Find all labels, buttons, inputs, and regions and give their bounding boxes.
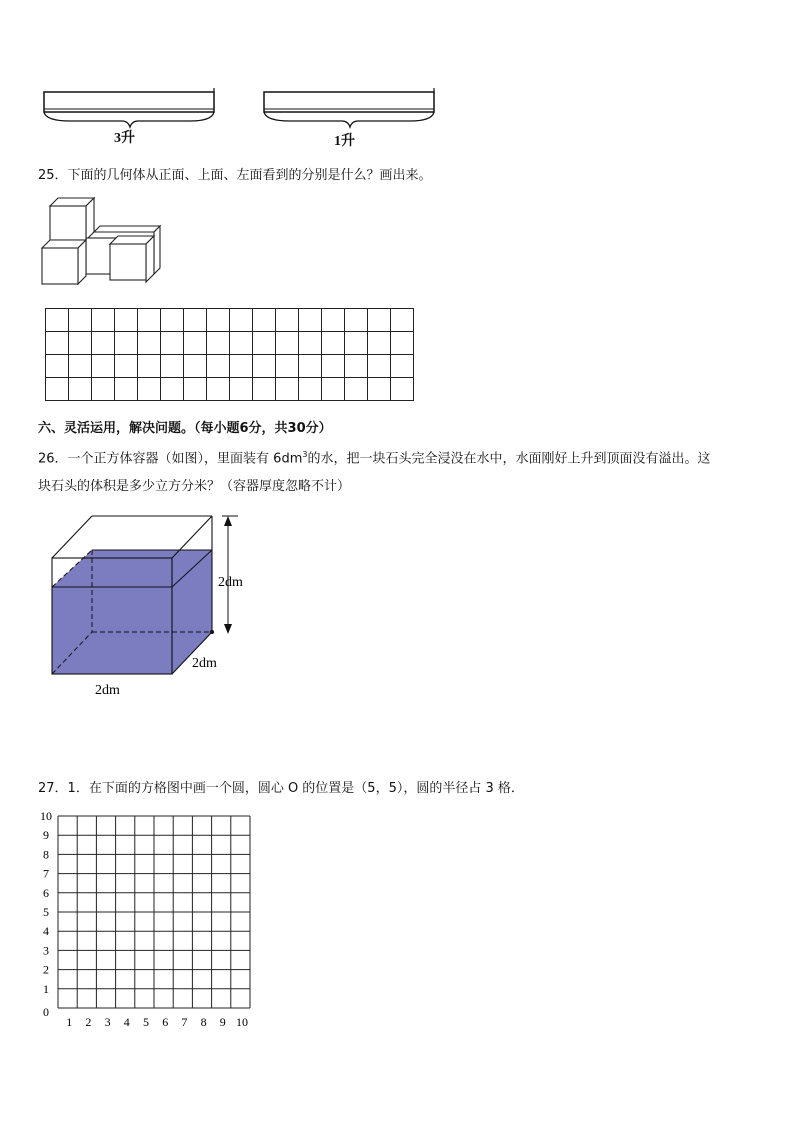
x-axis-label: 8 — [200, 1015, 207, 1029]
grid-cell[interactable] — [391, 332, 414, 355]
y-axis-label: 1 — [43, 981, 49, 996]
grid-cell[interactable] — [161, 355, 184, 378]
y-axis-label: 6 — [43, 885, 49, 900]
grid-cell[interactable] — [207, 309, 230, 332]
y-axis-label: 2 — [43, 962, 49, 977]
x-axis-label: 5 — [143, 1015, 149, 1029]
brace-right — [264, 112, 434, 127]
width-label: 2dm — [95, 683, 120, 698]
section-6-title: 六、灵活运用，解决问题。（每小题6分，共30分） — [38, 421, 332, 436]
q26-text-b: 的水，把一块石头完全浸没在水中，水面刚好上升到顶面没有溢出。这 — [307, 451, 711, 467]
cube-container-figure — [40, 508, 260, 704]
grid-cell[interactable] — [46, 309, 69, 332]
grid-cell[interactable] — [92, 332, 115, 355]
question-27-text: 27．1．在下面的方格图中画一个圆，圆心 O 的位置是（5，5），圆的半径占 3 格． — [38, 781, 524, 796]
grid-cell[interactable] — [115, 309, 138, 332]
grid-cell[interactable] — [184, 332, 207, 355]
bar-left — [44, 88, 214, 112]
grid-cell[interactable] — [92, 378, 115, 401]
y-axis-label: 7 — [43, 866, 49, 881]
grid-cell[interactable] — [46, 355, 69, 378]
grid-cell[interactable] — [299, 332, 322, 355]
q26-text-a: 26．一个正方体容器（如图），里面装有 6dm — [38, 451, 303, 467]
grid-cell[interactable] — [345, 309, 368, 332]
grid-cell[interactable] — [322, 332, 345, 355]
y-axis-label: 5 — [43, 905, 49, 919]
brace-left — [44, 112, 214, 127]
question-26-line1 — [38, 446, 710, 468]
grid-cell[interactable] — [138, 332, 161, 355]
grid-cell[interactable] — [391, 355, 414, 378]
y-axis-label: 9 — [43, 828, 49, 843]
grid-cell[interactable] — [299, 378, 322, 401]
grid-cell[interactable] — [115, 332, 138, 355]
grid-cell[interactable] — [391, 309, 414, 332]
grid-cell[interactable] — [276, 355, 299, 378]
left-bar-label: 3升 — [114, 131, 135, 146]
grid-cell[interactable] — [322, 355, 345, 378]
grid-cell[interactable] — [230, 332, 253, 355]
q26-superscript: 3 — [302, 450, 308, 459]
grid-cell[interactable] — [184, 355, 207, 378]
grid-cell[interactable] — [161, 332, 184, 355]
grid-cell[interactable] — [322, 309, 345, 332]
grid-cell[interactable] — [253, 355, 276, 378]
grid-cell[interactable] — [345, 355, 368, 378]
grid-cell[interactable] — [69, 332, 92, 355]
grid-cell[interactable] — [138, 355, 161, 378]
grid-cell[interactable] — [253, 309, 276, 332]
measure-bars-figure — [40, 86, 440, 152]
grid-cell[interactable] — [253, 378, 276, 401]
grid-cell[interactable] — [46, 332, 69, 355]
x-axis-label: 3 — [104, 1015, 111, 1029]
y-axis-label: 10 — [40, 809, 52, 823]
x-axis-label: 10 — [236, 1015, 248, 1029]
grid-cell[interactable] — [276, 309, 299, 332]
grid-cell[interactable] — [368, 378, 391, 401]
grid-cell[interactable] — [115, 378, 138, 401]
grid-cell[interactable] — [368, 355, 391, 378]
coordinate-grid[interactable] — [30, 808, 270, 1036]
grid-cell[interactable] — [299, 309, 322, 332]
grid-cell[interactable] — [276, 332, 299, 355]
grid-cell[interactable] — [115, 355, 138, 378]
grid-cell[interactable] — [230, 355, 253, 378]
grid-cell[interactable] — [92, 309, 115, 332]
grid-cell[interactable] — [184, 309, 207, 332]
q25-answer-grid[interactable] — [45, 308, 414, 401]
grid-cell[interactable] — [322, 378, 345, 401]
depth-label: 2dm — [192, 656, 217, 671]
right-bar-label: 1升 — [334, 134, 355, 149]
y-axis-label: 4 — [43, 924, 49, 939]
water-volume — [52, 550, 212, 674]
grid-cell[interactable] — [92, 355, 115, 378]
question-26-line2: 块石头的体积是多少立方分米？（容器厚度忽略不计） — [38, 479, 351, 494]
x-axis-label: 9 — [219, 1015, 226, 1029]
grid-cell[interactable] — [207, 332, 230, 355]
y-axis-label: 3 — [43, 943, 49, 958]
x-axis-label: 7 — [181, 1015, 188, 1029]
x-axis-label: 6 — [162, 1015, 169, 1029]
grid-cell[interactable] — [345, 332, 368, 355]
grid-cell[interactable] — [46, 378, 69, 401]
y-axis-label: 8 — [43, 847, 49, 862]
height-label: 2dm — [218, 575, 243, 590]
x-axis-label: 2 — [85, 1015, 92, 1029]
cube-solid-figure — [38, 192, 168, 288]
grid-cell[interactable] — [276, 378, 299, 401]
bar-right — [264, 88, 434, 112]
y-axis-label: 0 — [43, 1005, 49, 1019]
grid-cell[interactable] — [207, 355, 230, 378]
x-axis-label: 1 — [66, 1015, 73, 1029]
grid-cell[interactable] — [299, 355, 322, 378]
grid-cell[interactable] — [345, 378, 368, 401]
grid-cell[interactable] — [368, 309, 391, 332]
grid-cell[interactable] — [230, 378, 253, 401]
grid-cell[interactable] — [69, 355, 92, 378]
grid-cell[interactable] — [69, 378, 92, 401]
grid-cell[interactable] — [230, 309, 253, 332]
grid-cell[interactable] — [161, 309, 184, 332]
grid-cell[interactable] — [368, 332, 391, 355]
question-25-text: 25．下面的几何体从正面、上面、左面看到的分别是什么？画出来。 — [38, 168, 432, 183]
grid-cell[interactable] — [69, 309, 92, 332]
grid-cell[interactable] — [253, 332, 276, 355]
grid-cell[interactable] — [184, 378, 207, 401]
grid-cell[interactable] — [161, 378, 184, 401]
grid-cell[interactable] — [138, 309, 161, 332]
grid-cell[interactable] — [207, 378, 230, 401]
grid-cell[interactable] — [138, 378, 161, 401]
x-axis-label: 4 — [123, 1015, 130, 1029]
grid-cell[interactable] — [391, 378, 414, 401]
